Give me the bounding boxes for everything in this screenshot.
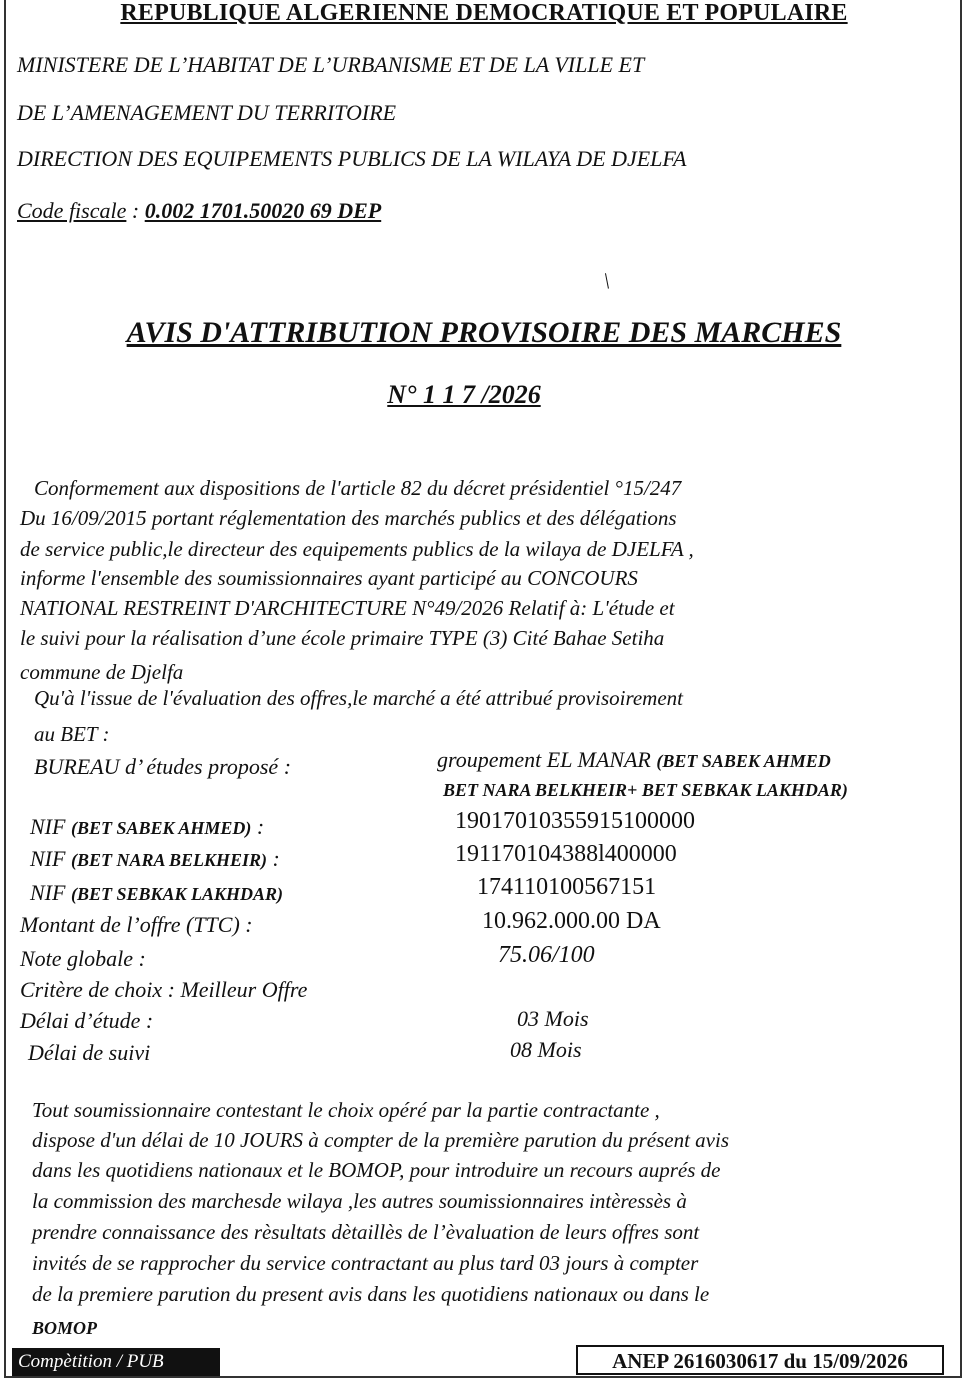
intro-line-3: de service public,le directeur des equipements publics de la wilaya de DJELFA , [20,537,694,561]
fiscal-code [17,198,381,224]
intro-line-6: le suivi pour la réalisation d’une école primaire TYPE (3) Cité Bahae Setiha [20,626,665,650]
closing-line-4: la commission des marchesde wilaya ,les autres soumissionnaires intèressès à [32,1189,687,1213]
nif-name: (BET NARA BELKHEIR) [70,850,268,870]
intro-line-5: NATIONAL RESTREINT D'ARCHITECTURE N°49/2026 Relatif à: L'étude et [20,596,675,620]
nif-label-3 [30,880,283,906]
ministry-line-1: MINISTERE DE L’HABITAT DE L’URBANISME ET DE LA VILLE ET [17,52,645,77]
nif-name: (BET SABEK AHMED) [70,818,252,838]
nif-value-3: 174110100567151 [477,874,657,900]
notice-number: N° 1 1 7 /2026 [387,380,541,409]
offer-amount-value: 10.962.000.00 DA [482,908,661,934]
intro-line-2: Du 16/09/2015 portant réglementation des marchés publics et des délégations [20,506,677,530]
choice-criteria: Critère de choix : Meilleur Offre [20,977,308,1002]
followup-delay-value: 08 Mois [510,1037,582,1062]
direction-line: DIRECTION DES EQUIPEMENTS PUBLICS DE LA WILAYA DE DJELFA [17,146,687,171]
intro-line-7: commune de Djelfa [20,660,184,684]
fiscal-code-value: 0.002 1701.50020 69 DEP [144,198,382,223]
notice-title: AVIS D'ATTRIBUTION PROVISOIRE DES MARCHES [126,316,842,349]
nif-value-1: 19017010355915100000 [455,808,695,834]
closing-line-8: BOMOP [32,1318,98,1338]
global-score-label: Note globale : [20,946,146,971]
fiscal-code-separator: : [126,198,145,223]
nif-label-1 [30,814,264,840]
republic-heading: REPUBLIQUE ALGERIENNE DEMOCRATIQUE ET POPULAIRE [120,0,848,26]
bottom-rule [4,1376,962,1378]
nif-prefix: NIF [30,814,71,839]
global-score-value: 75.06/100 [498,942,595,968]
intro-line-1: Conformement aux dispositions de l'article 82 du décret présidentiel °15/247 [34,476,682,500]
nif-prefix: NIF [30,880,71,905]
intro-line-9: au BET : [34,722,110,746]
closing-line-1: Tout soumissionnaire contestant le choix opéré par la partie contractante , [32,1098,660,1122]
study-delay-label: Délai d’étude : [20,1008,154,1033]
nif-name: (BET SEBKAK LAKHDAR) [70,884,284,904]
bureau-members-b: BET NARA BELKHEIR+ BET SEBKAK LAKHDAR) [443,780,848,800]
followup-delay-label: Délai de suivi [28,1040,151,1065]
ministry-line-2: DE L’AMENAGEMENT DU TERRITOIRE [17,100,397,125]
stray-mark: / [597,268,616,293]
nif-suffix: : [251,814,265,839]
bureau-label: BUREAU d’ études proposé : [34,754,292,779]
nif-value-2: 191170104388l400000 [455,841,677,867]
fiscal-code-label: Code fiscale [17,198,127,223]
bureau-group: groupement EL MANAR [437,747,657,772]
nif-prefix: NIF [30,846,71,871]
closing-line-7: de la premiere parution du present avis dans les quotidiens nationaux ou dans le [32,1282,710,1306]
intro-line-8: Qu'à l'issue de l'évaluation des offres,le marché a été attribué provisoirement [34,686,683,710]
study-delay-value: 03 Mois [517,1006,589,1031]
bureau-members-a: (BET SABEK AHMED [656,751,831,771]
intro-line-4: informe l'ensemble des soumissionnaires ayant participé au CONCOURS [20,566,638,590]
closing-line-2: dispose d'un délai de 10 JOURS à compter de la première parution du présent avis [32,1128,729,1152]
bureau-value [437,747,831,773]
footer-category: Compètition / PUB [12,1348,220,1376]
closing-line-5: prendre connaissance des rèsultats dètaillès de l’èvaluation de leurs offres sont [32,1220,700,1244]
footer-anep-reference: ANEP 2616030617 du 15/09/2026 [576,1345,944,1375]
closing-line-3: dans les quotidiens nationaux et le BOMOP, pour introduire un recours auprés de [32,1158,721,1182]
nif-label-2 [30,846,280,872]
offer-amount-label: Montant de l’offre (TTC) : [20,912,253,937]
nif-suffix: : [267,846,280,871]
closing-line-6: invités de se rapprocher du service contractant au plus tard 03 jours à compter [32,1251,699,1275]
